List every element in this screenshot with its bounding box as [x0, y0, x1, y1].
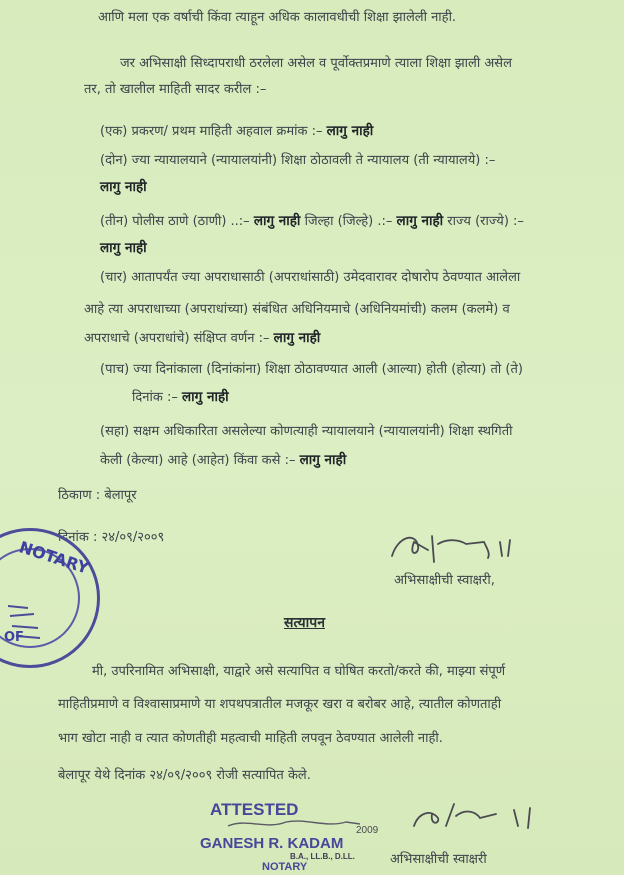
verification-line2: माहितीप्रमाणे व विश्वासाप्रमाणे या शपथपत्रातील मजकूर खरा व बरोबर आहे, त्यातील कोणताही [58, 697, 502, 712]
item-five-line1: (पाच) ज्या दिनांकाला (दिनांकांना) शिक्षा ठोठावण्यात आली (आल्या) होती (होत्या) तो (ते) [100, 362, 523, 377]
item-one-label: (एक) प्रकरण/ प्रथम माहिती अहवाल क्रमांक :– [100, 124, 323, 139]
item-three-state-label: राज्य (राज्ये) :– [447, 214, 524, 229]
item-four-label: अपराधाचे (अपराधांचे) संक्षिप्त वर्णन :– [84, 331, 270, 346]
notary-role: NOTARY [262, 861, 308, 873]
signature-scribble-2 [410, 796, 550, 836]
item-one [100, 123, 373, 140]
item-four-line2: आहे त्या अपराधाच्या (अपराधांच्या) संबंधित अधिनियमाचे (अधिनियमांची) कलम (कलमे) व [84, 302, 510, 317]
signature-label-1: अभिसाक्षीची स्वाक्षरी, [394, 573, 495, 588]
item-five-value: लागु नाही [182, 389, 229, 405]
date-line: दिनांक : २४/०९/२००९ [58, 530, 165, 545]
item-six-label: केली (केल्या) आहे (आहेत) किंवा कसे :– [100, 453, 296, 468]
stamp-title: NOTARY [16, 537, 92, 578]
verification-line1: मी, उपरिनामित अभिसाक्षी, याद्वारे असे सत्यापित व घोषित करतो/करते की, माझ्या संपूर्ण [92, 664, 506, 679]
item-three [100, 213, 524, 230]
verification-line3: भाग खोटा नाही व त्यात कोणतीही महत्वाची माहिती लपवून ठेवण्यात आलेली नाही. [58, 731, 443, 746]
item-three-police-label: (तीन) पोलीस ठाणे (ठाणी) ..:– [100, 214, 250, 229]
signature-label-2: अभिसाक्षीची स्वाक्षरी [390, 852, 487, 867]
verification-line4: बेलापूर येथे दिनांक २४/०९/२००९ रोजी सत्यापित केले. [58, 768, 311, 783]
attested-label: ATTESTED [210, 800, 299, 819]
signature-scribble-1 [388, 528, 528, 568]
item-one-value: लागु नाही [326, 123, 374, 139]
item-three-police-value: लागु नाही [253, 213, 301, 229]
item-three-state-value: लागु नाही [100, 240, 147, 256]
item-five-label: दिनांक :– [132, 390, 178, 405]
stamp-partial-text: OF [4, 630, 24, 645]
item-six-line1: (सहा) सक्षम अधिकारिता असलेल्या कोणत्याही न्यायालयाने (न्यायालयांनी) शिक्षा स्थगिती [100, 424, 513, 439]
item-six-value: लागु नाही [299, 452, 347, 468]
item-two-value: लागु नाही [100, 179, 147, 195]
text-line: जर अभिसाक्षी सिध्दापराधी ठरलेला असेल व पूर्वोक्तप्रमाणे त्याला शिक्षा झाली असेल [120, 56, 512, 71]
item-four-value: लागु नाही [273, 330, 321, 346]
stamp-inner-mark [0, 600, 60, 654]
item-three-district-label: जिल्हा (जिल्हे) .:– [304, 214, 393, 229]
item-three-district-value: लागु नाही [396, 213, 444, 229]
item-four-line3 [84, 330, 320, 347]
text-line: आणि मला एक वर्षाची किंवा त्याहून अधिक कालावधीची शिक्षा झालेली नाही. [98, 10, 457, 25]
item-five-line2 [132, 389, 229, 406]
handwritten-date: 2009 [356, 825, 379, 836]
notary-name: GANESH R. KADAM [200, 835, 344, 852]
text-line: तर, तो खालील माहिती सादर करील :– [84, 82, 267, 97]
item-four-line1: (चार) आतापर्यंत ज्या अपराधासाठी (अपराधांसाठी) उमेदवारावर दोषारोप ठेवण्यात आलेला [100, 270, 521, 285]
page-heading: सत्यापन [284, 615, 325, 631]
handwritten-scribble [226, 814, 406, 834]
notary-degrees: B.A., LL.B., D.LL. [290, 852, 355, 861]
item-two-label: (दोन) ज्या न्यायालयाने (न्यायालयांनी) शिक्षा ठोठावली ते न्यायालय (ती न्यायालये) :– [100, 153, 496, 168]
item-six-line2 [100, 452, 346, 469]
place-line: ठिकाण : बेलापूर [58, 488, 137, 503]
